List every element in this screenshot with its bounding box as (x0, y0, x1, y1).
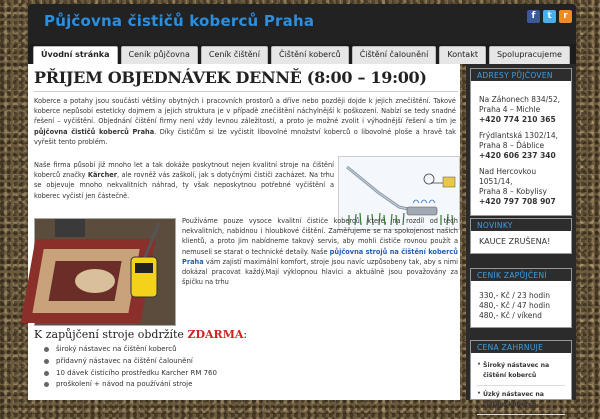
nav-item-contact[interactable]: Kontakt (439, 46, 486, 64)
list-item: 10 dávek čisticího prostředku Karcher RM 760 (44, 368, 217, 380)
site-header (28, 4, 576, 44)
freebies-heading: K zapůjčení stroje obdržíte ZDARMA: (34, 328, 248, 341)
list-item: široký nástavec na čištění koberců (44, 344, 217, 356)
rss-icon[interactable]: r (559, 10, 572, 23)
title-divider (34, 91, 458, 92)
news-widget (470, 218, 572, 254)
company-paragraph: Naše firma působí již mnoho let a tak dokáže poskytnout nejen kvalitní stroje na čištění koberců značky Kärcher, ale rovněž vás zaškolí, jak s dotyčnými čističi zacházet. Na trhu se objevuje mnoho nekvalitních náhrad, ty však neposkytnou potřebné vyčištění a koberec vyčistí jen částečně. (34, 161, 334, 200)
intro-paragraph: Koberce a potahy jsou součástí většiny obytných i pracovních prostorů a dříve nebo později dojde k jejich znečištění. Takové koberce nepůsobí esteticky dojmem a jejich struktura je v případě znečištění náchylnější k poškození. Nabízí se tedy snadné řešení – vyčištění. Objednání čištění firmy není vždy levnou záležitostí, a proto je možné zvolit i výhodnější řešení a tím je půjčovna čističů koberců Praha. Díky čističům si lze vyčistit libovolné množství koberců o libovolné ploše a hravě tak vyřešit tento problém. (34, 97, 456, 146)
list-item: proškolení + návod na používání stroje (44, 379, 217, 391)
address-entry: Nad Hercovkou 1051/14, Praha 8 – Kobylisy +420 797 708 907 (479, 167, 556, 206)
freebies-list (44, 344, 217, 391)
addresses-widget (470, 68, 572, 216)
news-title: NOVINKY (471, 219, 571, 231)
price-row: 480,- Kč / 47 hodin (479, 301, 550, 310)
main-content (28, 64, 460, 400)
list-item: přídavný nástavec na čištění čalounění (44, 356, 217, 368)
phone-number: +420 797 708 907 (479, 197, 556, 206)
price-row: 480,- Kč / víkend (479, 311, 542, 320)
brand-name: Kärcher (87, 171, 117, 180)
twitter-icon[interactable]: t (543, 10, 556, 23)
rental-machines-link[interactable]: půjčovna strojů na čištění koberců Praha (182, 247, 458, 266)
facebook-icon[interactable]: f (527, 10, 540, 23)
list-item: • Úzký nástavec na čištění koberců (477, 386, 565, 415)
page-title: PŘIJEM OBJEDNÁVEK DENNĚ (8:00 – 19:00) (34, 68, 427, 87)
nav-item-rental-prices[interactable]: Ceník půjčovna (121, 46, 198, 64)
address-entry: Frýdlantská 1302/14, Praha 8 – Ďáblice +420 606 237 340 (479, 131, 559, 160)
nav-item-upholstery-cleaning[interactable]: Čištění čalounění (352, 46, 437, 64)
rental-link-text: půjčovna čističů koberců Praha (34, 127, 155, 136)
carpet-cleaner-photo (34, 218, 176, 326)
social-links (527, 10, 572, 23)
prices-title: CENÍK ZAPŮJČENÍ (471, 269, 571, 281)
main-nav (28, 44, 576, 64)
nav-item-cleaning-prices[interactable]: Ceník čištění (201, 46, 268, 64)
phone-number: +420 606 237 340 (479, 151, 556, 160)
site-logo[interactable]: Půjčovna čističů koberců Praha (44, 12, 315, 30)
sidebar (466, 64, 576, 408)
address-entry: Na Záhonech 834/52, Praha 4 – Michle +420 774 210 365 (479, 95, 561, 124)
free-badge: ZDARMA (187, 328, 244, 341)
page-wrapper (28, 0, 576, 408)
price-row: 330,- Kč / 23 hodin (479, 291, 550, 300)
nav-item-partners[interactable]: Spolupracujeme (489, 46, 570, 64)
included-title: CENA ZAHRNUJE (471, 341, 571, 353)
nav-item-home[interactable]: Úvodní stránka (33, 46, 118, 64)
phone-number: +420 774 210 365 (479, 115, 556, 124)
addresses-title: ADRESY PŮJČOVEN (471, 69, 571, 81)
nav-item-carpet-cleaning[interactable]: Čištění koberců (271, 46, 349, 64)
news-text: KAUCE ZRUŠENA! (479, 237, 551, 246)
quality-paragraph: Používáme pouze vysoce kvalitní čističe koberců, které, na rozdíl od těch nekvalitních, nabídnou i hloubkové čištění. Zaměřujeme se na spokojenost našich klientů, a proto jim nabídneme takový servis, aby mohli čističe rovnou použít a nemuseli se starat o technické detaily. Naše půjčovna strojů na čištění koberců Praha vám zajistí maximální komfort, stroje jsou navíc uzpůsobeny tak, aby s nimi dokázal pracovat každý.Mají výklopnou hlavici a aktuálně jsou považovány za špičku na trhu (182, 217, 458, 287)
included-widget (470, 340, 572, 408)
prices-widget (470, 268, 572, 328)
list-item: • Široký nástavec na čištění koberců (477, 357, 565, 386)
